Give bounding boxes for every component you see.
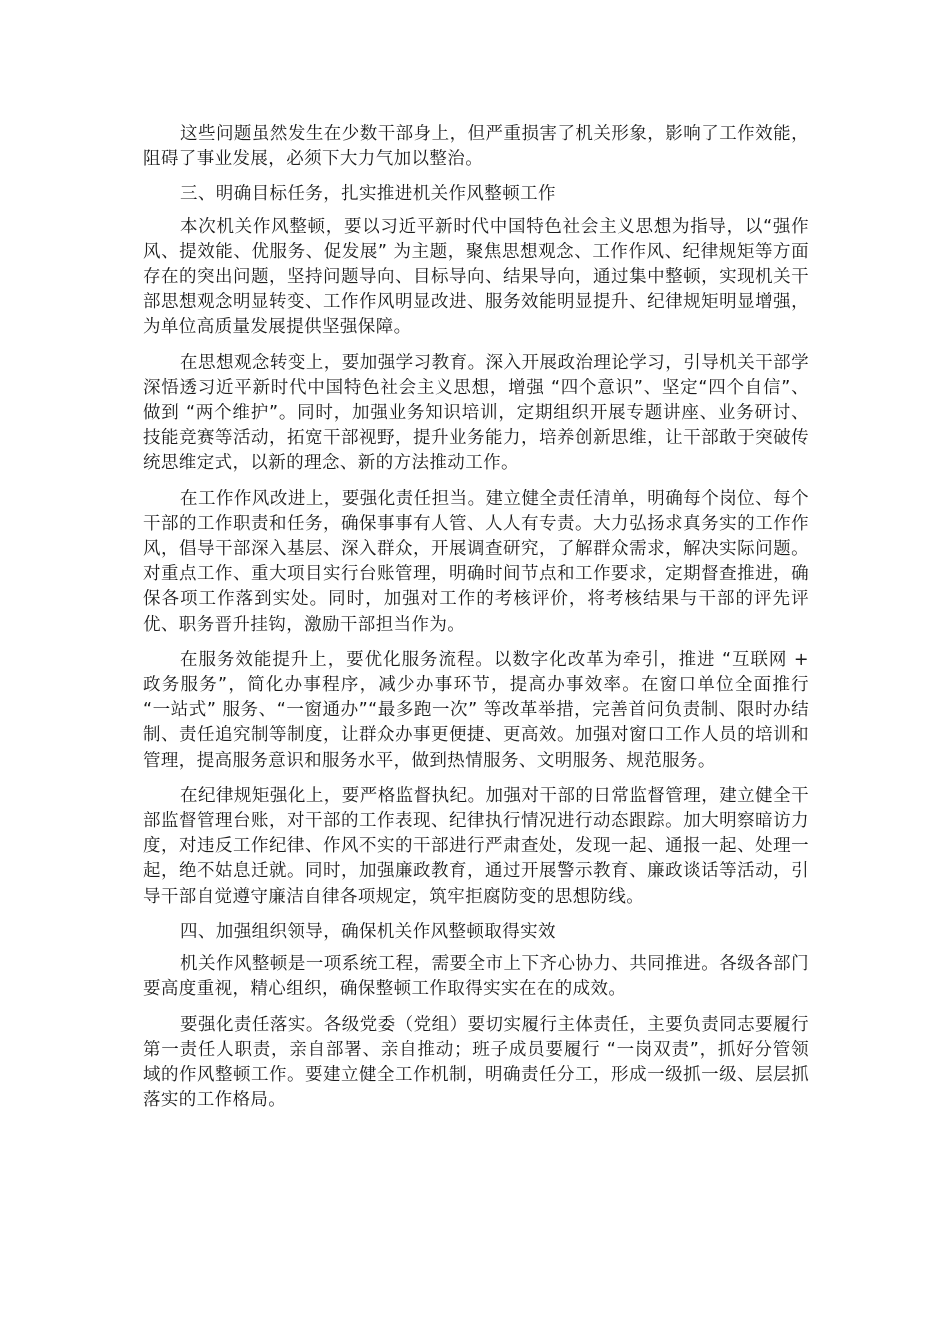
- paragraph-problems-summary: 这些问题虽然发生在少数干部身上，但严重损害了机关形象，影响了工作效能，阻碍了事业发展，必须下大力气加以整治。: [143, 124, 809, 170]
- paragraph-discipline: 在纪律规矩强化上，要严格监督执纪。加强对干部的日常监督管理，建立健全干部监督管理台账，对干部的工作表现、纪律执行情况进行动态跟踪。加大明察暗访力度，对违反工作纪律、作风不实的干部进行严肃查处，发现一起、通报一起、处理一起，绝不姑息迁就。同时，加强廉政教育，通过开展警示教育、廉政谈话等活动，引导干部自觉遵守廉洁自律各项规定，筑牢拒腐防变的思想防线。: [143, 785, 809, 907]
- paragraph-mindset-change: 在思想观念转变上，要加强学习教育。深入开展政治理论学习，引导机关干部学深悟透习近平新时代中国特色社会主义思想，增强 “四个意识”、坚定“四个自信”、做到 “两个维护”。同时，加强业务知识培训，定期组织开展专题讲座、业务研讨、技能竞赛等活动，拓宽干部视野，提升业务能力，培养创新思维，让干部敢于突破传统思维定式，以新的理念、新的方法推动工作。: [143, 352, 809, 474]
- paragraph-responsibility: 要强化责任落实。各级党委（党组）要切实履行主体责任，主要负责同志要履行第一责任人职责，亲自部署、亲自推动；班子成员要履行 “一岗双责”，抓好分管领域的作风整顿工作。要建立健全工作机制，明确责任分工，形成一级抓一级、层层抓落实的工作格局。: [143, 1014, 809, 1111]
- paragraph-service-efficiency: 在服务效能提升上，要优化服务流程。以数字化改革为牵引，推进 “互联网 + 政务服务”，简化办事程序，减少办事环节，提高办事效率。在窗口单位全面推行 “一站式” 服务、“一窗通办”“最多跑一次” 等改革举措，完善首问负责制、限时办结制、责任追究制等制度，让群众办事更便捷、更高效。加强对窗口工作人员的培训和管理，提高服务意识和服务水平，做到热情服务、文明服务、规范服务。: [143, 649, 809, 771]
- paragraph-organization: 机关作风整顿是一项系统工程，需要全市上下齐心协力、共同推进。各级各部门要高度重视，精心组织，确保整顿工作取得实实在在的成效。: [143, 954, 809, 1000]
- section-heading-4: 四、加强组织领导，确保机关作风整顿取得实效: [180, 921, 556, 942]
- paragraph-rectification-goal: 本次机关作风整顿，要以习近平新时代中国特色社会主义思想为指导，以“强作风、提效能、优服务、促发展” 为主题，聚焦思想观念、工作作风、纪律规矩等方面存在的突出问题，坚持问题导向、目标导向、结果导向，通过集中整顿，实现机关干部思想观念明显转变、工作作风明显改进、服务效能明显提升、纪律规矩明显增强，为单位高质量发展提供坚强保障。: [143, 216, 809, 338]
- section-heading-3: 三、明确目标任务，扎实推进机关作风整顿工作: [180, 184, 556, 205]
- document-page: [143, 122, 809, 1123]
- paragraph-work-style: 在工作作风改进上，要强化责任担当。建立健全责任清单，明确每个岗位、每个干部的工作职责和任务，确保事事有人管、人人有专责。大力弘扬求真务实的工作作风，倡导干部深入基层、深入群众，开展调查研究，了解群众需求，解决实际问题。对重点工作、重大项目实行台账管理，明确时间节点和工作要求，定期督查推进，确保各项工作落到实处。同时，加强对工作的考核评价，将考核结果与干部的评先评优、职务晋升挂钩，激励干部担当作为。: [143, 488, 809, 635]
